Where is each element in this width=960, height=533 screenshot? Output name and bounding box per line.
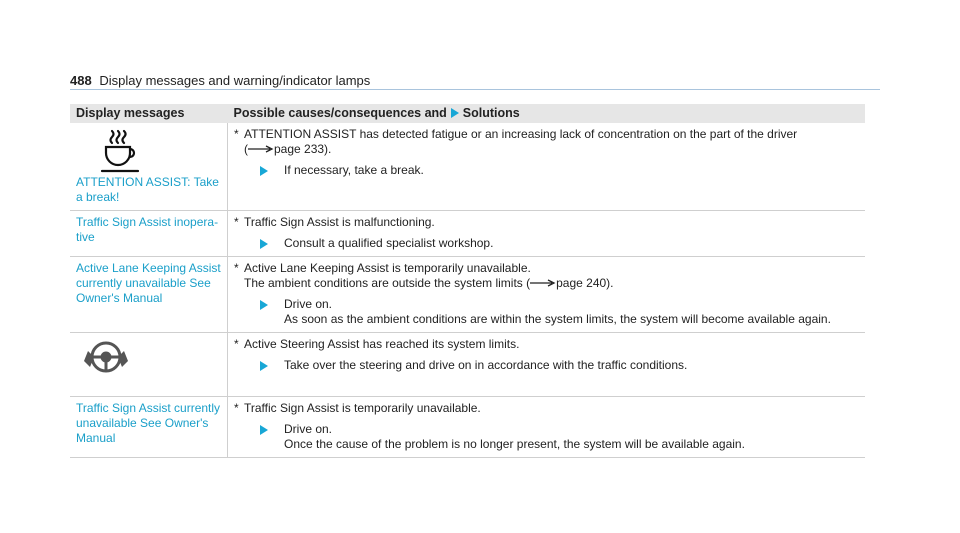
arrow-reference-icon (530, 279, 556, 287)
triangle-bullet-icon (260, 300, 276, 310)
message-cell (70, 123, 228, 211)
solution-text: Drive on. (284, 422, 333, 436)
cause-text: Traffic Sign Assist is temporarily unavailable. (244, 401, 481, 415)
bullet-star: * (234, 215, 239, 229)
steering-wheel-hands-icon (76, 337, 136, 377)
page-title: Display messages and warning/indicator lamps (99, 73, 371, 88)
cause-extra-text: The ambient conditions are outside the system limits ( (244, 276, 531, 290)
message-text: Traffic Sign Assist inopera-tive (76, 215, 219, 244)
arrow-reference-icon (248, 145, 274, 153)
table-header-row (70, 104, 865, 123)
triangle-bullet-icon (260, 239, 276, 249)
message-text: Active Lane Keeping Assist currently unavailable See Owner's Manual (76, 261, 221, 305)
bullet-star: * (234, 401, 239, 415)
cause-item: * ATTENTION ASSIST has detected fatigue or an increasing lack of concentration on the part of the driver ( page 233). (234, 127, 798, 156)
cause-text: Active Lane Keeping Assist is temporarily unavailable. (244, 261, 531, 275)
solution-item (260, 163, 859, 178)
table-row (70, 257, 865, 333)
page-number: 488 (70, 73, 92, 88)
bullet-star: * (234, 337, 239, 351)
messages-table (70, 104, 865, 458)
cause-item (234, 401, 859, 416)
table-row (70, 333, 865, 397)
solution-extra-text: As soon as the ambient conditions are within the system limits, the system will become available again. (284, 312, 831, 326)
cause-text: ATTENTION ASSIST has detected fatigue or an increasing lack of concentration on the part of the driver (244, 127, 798, 141)
solution-text: Drive on. (284, 297, 333, 311)
header-rule (70, 89, 880, 90)
cause-text: Active Steering Assist has reached its system limits. (244, 337, 520, 351)
solution-extra-text: Once the cause of the problem is no longer present, the system will be available again. (284, 437, 745, 451)
cause-text: Traffic Sign Assist is malfunctioning. (244, 215, 435, 229)
col-header-messages: Display messages (70, 104, 228, 123)
page-reference-link[interactable]: page 233). (274, 142, 332, 156)
solution-text: Take over the steering and drive on in accordance with the traffic conditions. (284, 358, 688, 372)
message-text: ATTENTION ASSIST: Take a break! (76, 175, 219, 204)
cause-cell (228, 123, 866, 211)
page-reference-link[interactable]: page 240). (556, 276, 614, 290)
solution-text: Consult a qualified specialist workshop. (284, 236, 494, 250)
message-cell (70, 397, 228, 458)
triangle-bullet-icon (260, 166, 276, 176)
cause-item (234, 215, 859, 230)
triangle-bullet-icon (260, 361, 276, 371)
message-cell (70, 211, 228, 257)
triangle-bullet-icon (260, 425, 276, 435)
cause-cell (228, 333, 866, 397)
cause-item (234, 337, 859, 352)
cause-cell (228, 257, 866, 333)
triangle-bullet-icon (451, 108, 459, 118)
bullet-star: * (234, 261, 239, 275)
coffee-cup-icon (76, 127, 166, 175)
solution-item (260, 297, 859, 327)
solution-item (260, 236, 859, 251)
table-row (70, 123, 865, 211)
solution-item (260, 422, 859, 452)
col-header-solutions-label: Solutions (462, 106, 520, 120)
bullet-star: * (234, 127, 239, 141)
table-row (70, 211, 865, 257)
message-text: Traffic Sign Assist currently unavailable See Owner's Manual (76, 401, 221, 445)
col-header-causes (228, 104, 866, 123)
cause-item (234, 261, 859, 291)
message-cell (70, 257, 228, 333)
solution-text: If necessary, take a break. (284, 163, 424, 177)
message-cell (70, 333, 228, 397)
page-header (70, 73, 370, 88)
cause-cell (228, 211, 866, 257)
table-row (70, 397, 865, 458)
cause-cell (228, 397, 866, 458)
solution-item (260, 358, 859, 373)
col-header-causes-label: Possible causes/consequences and (233, 106, 447, 120)
